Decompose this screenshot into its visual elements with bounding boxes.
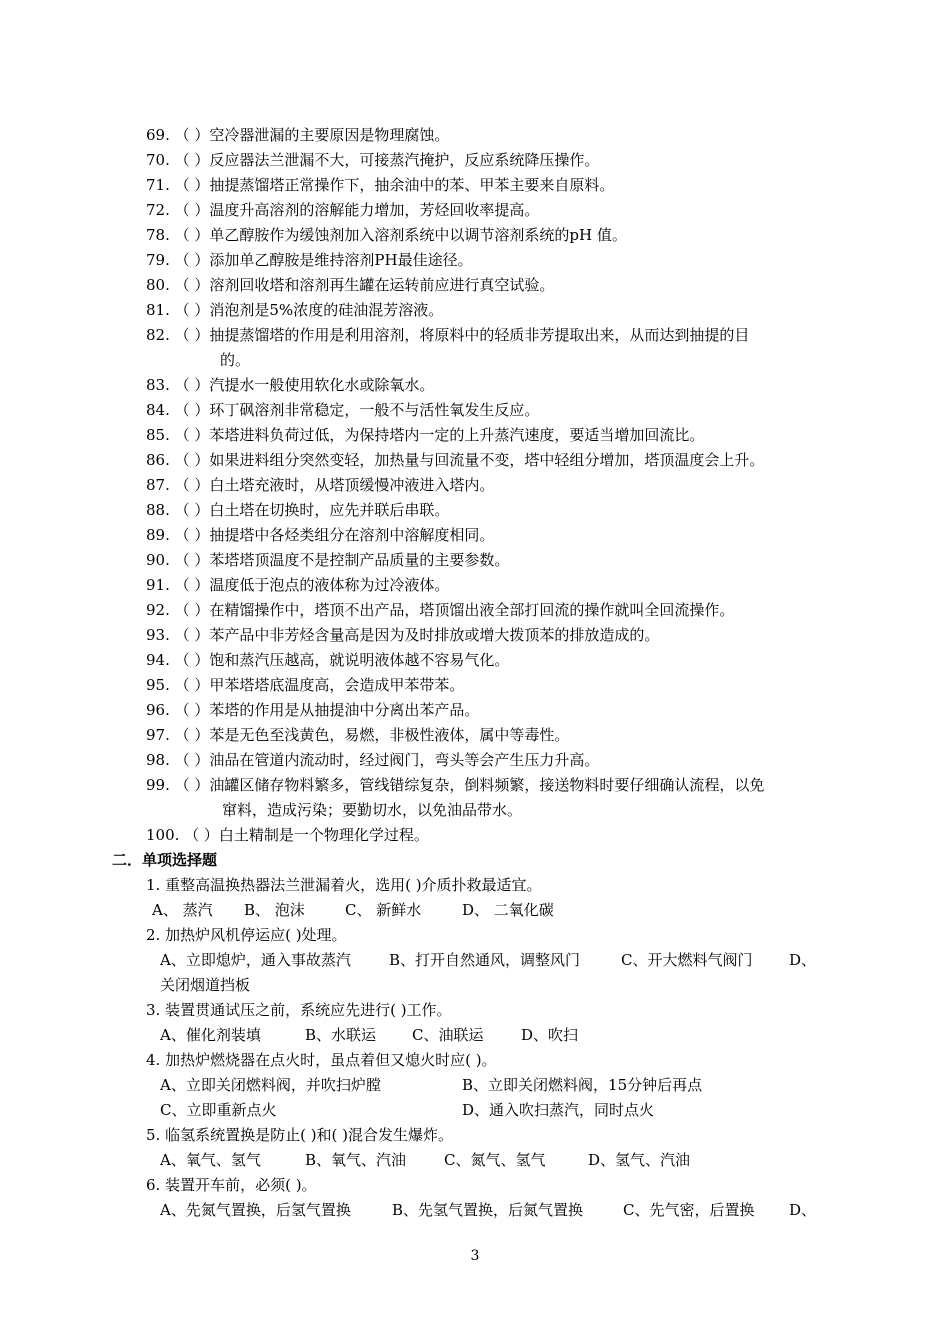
tf-item: 72. （ ）温度升高溶剂的溶解能力增加，芳烃回收率提高。 <box>146 201 540 219</box>
mcq-option: B、水联运 <box>305 1026 377 1044</box>
mcq-option: 关闭烟道挡板 <box>160 976 251 994</box>
mcq-option: C、立即重新点火 <box>160 1101 277 1119</box>
mcq-option: B、先氢气置换，后氮气置换 <box>392 1201 584 1219</box>
tf-item: 89. （ ）抽提塔中各烃类组分在溶剂中溶解度相同。 <box>146 526 495 544</box>
mcq-stem: 4. 加热炉燃烧器在点火时，虽点着但又熄火时应( )。 <box>146 1051 497 1069</box>
mcq-option: D、 <box>789 1201 817 1219</box>
mcq-option: C、氮气、氢气 <box>444 1151 546 1169</box>
tf-item: 86. （ ）如果进料组分突然变轻，加热量与回流量不变，塔中轻组分增加，塔顶温度会上升。 <box>146 451 765 469</box>
tf-item: 82. （ ）抽提蒸馏塔的作用是利用溶剂，将原料中的轻质非芳提取出来，从而达到抽提的目 <box>146 326 750 344</box>
mcq-option: C、开大燃料气阀门 <box>621 951 753 969</box>
mcq-option: A、立即熄炉，通入事故蒸汽 <box>160 951 351 969</box>
tf-item: 81. （ ）消泡剂是5%浓度的硅油混芳溶液。 <box>146 301 444 319</box>
tf-item: 70. （ ）反应器法兰泄漏不大，可接蒸汽掩护，反应系统降压操作。 <box>146 151 600 169</box>
tf-item: 84. （ ）环丁砜溶剂非常稳定，一般不与活性氧发生反应。 <box>146 401 540 419</box>
tf-item: 90. （ ）苯塔塔顶温度不是控制产品质量的主要参数。 <box>146 551 510 569</box>
mcq-stem: 3. 装置贯通试压之前，系统应先进行( )工作。 <box>146 1001 452 1019</box>
mcq-option: A、氧气、氢气 <box>160 1151 261 1169</box>
tf-item: 69. （ ）空冷器泄漏的主要原因是物理腐蚀。 <box>146 126 450 144</box>
tf-item: 71. （ ）抽提蒸馏塔正常操作下，抽余油中的苯、甲苯主要来自原料。 <box>146 176 615 194</box>
tf-item: 91. （ ）温度低于泡点的液体称为过冷液体。 <box>146 576 450 594</box>
tf-item: 92. （ ）在精馏操作中，塔顶不出产品，塔顶馏出液全部打回流的操作就叫全回流操作。 <box>146 601 735 619</box>
tf-item: 88. （ ）白土塔在切换时，应先并联后串联。 <box>146 501 450 519</box>
mcq-option: C、 新鲜水 <box>345 901 422 919</box>
mcq-option: D、氢气、汽油 <box>588 1151 691 1169</box>
tf-item: 93. （ ）苯产品中非芳烃含量高是因为及时排放或增大拨顶苯的排放造成的。 <box>146 626 660 644</box>
mcq-option: C、油联运 <box>412 1026 484 1044</box>
tf-item: 80. （ ）溶剂回收塔和溶剂再生罐在运转前应进行真空试验。 <box>146 276 555 294</box>
tf-item: 83. （ ）汽提水一般使用软化水或除氧水。 <box>146 376 435 394</box>
mcq-option: A、先氮气置换，后氢气置换 <box>160 1201 351 1219</box>
mcq-option: D、吹扫 <box>521 1026 579 1044</box>
mcq-option: C、先气密，后置换 <box>623 1201 755 1219</box>
tf-item: 100. （ ）白土精制是一个物理化学过程。 <box>146 826 429 844</box>
mcq-option: B、打开自然通风，调整风门 <box>389 951 581 969</box>
tf-item: 97. （ ）苯是无色至浅黄色，易燃，非极性液体，属中等毒性。 <box>146 726 570 744</box>
tf-item: 85. （ ）苯塔进料负荷过低，为保持塔内一定的上升蒸汽速度，要适当增加回流比。 <box>146 426 705 444</box>
mcq-option: A、催化剂装填 <box>160 1026 261 1044</box>
tf-item: 94. （ ）饱和蒸汽压越高，就说明液体越不容易气化。 <box>146 651 510 669</box>
tf-item: 99. （ ）油罐区储存物料繁多，管线错综复杂，倒料频繁，接送物料时要仔细确认流程，以免 <box>146 776 765 794</box>
tf-item-continuation: 窜料，造成污染；要勤切水，以免油品带水。 <box>222 801 523 819</box>
mcq-option: B、立即关闭燃料阀，15分钟后再点 <box>462 1076 703 1094</box>
mcq-option: B、 泡沫 <box>244 901 305 919</box>
tf-item: 87. （ ）白土塔充液时，从塔顶缓慢冲液进入塔内。 <box>146 476 495 494</box>
mcq-option: A、 蒸汽 <box>152 901 213 919</box>
mcq-option: D、 二氧化碳 <box>462 901 554 919</box>
mcq-stem: 1. 重整高温换热器法兰泄漏着火，选用( )介质扑救最适宜。 <box>146 876 542 894</box>
section-title: 二．单项选择题 <box>112 851 218 869</box>
mcq-stem: 2. 加热炉风机停运应( )处理。 <box>146 926 347 944</box>
tf-item: 79. （ ）添加单乙醇胺是维持溶剂PH最佳途径。 <box>146 251 473 269</box>
mcq-stem: 6. 装置开车前，必须( )。 <box>146 1176 317 1194</box>
tf-item: 78. （ ）单乙醇胺作为缓蚀剂加入溶剂系统中以调节溶剂系统的pH 值。 <box>146 226 627 244</box>
tf-item: 98. （ ）油品在管道内流动时，经过阀门，弯头等会产生压力升高。 <box>146 751 600 769</box>
tf-item-continuation: 的。 <box>220 351 251 369</box>
mcq-option: D、通入吹扫蒸汽，同时点火 <box>462 1101 655 1119</box>
tf-item: 96. （ ）苯塔的作用是从抽提油中分离出苯产品。 <box>146 701 480 719</box>
mcq-option: A、立即关闭燃料阀，并吹扫炉膛 <box>160 1076 381 1094</box>
mcq-option: B、氧气、汽油 <box>305 1151 407 1169</box>
tf-item: 95. （ ）甲苯塔塔底温度高，会造成甲苯带苯。 <box>146 676 465 694</box>
page-number: 3 <box>470 1248 480 1264</box>
mcq-stem: 5. 临氢系统置换是防止( )和( )混合发生爆炸。 <box>146 1126 454 1144</box>
mcq-option: D、 <box>789 951 817 969</box>
